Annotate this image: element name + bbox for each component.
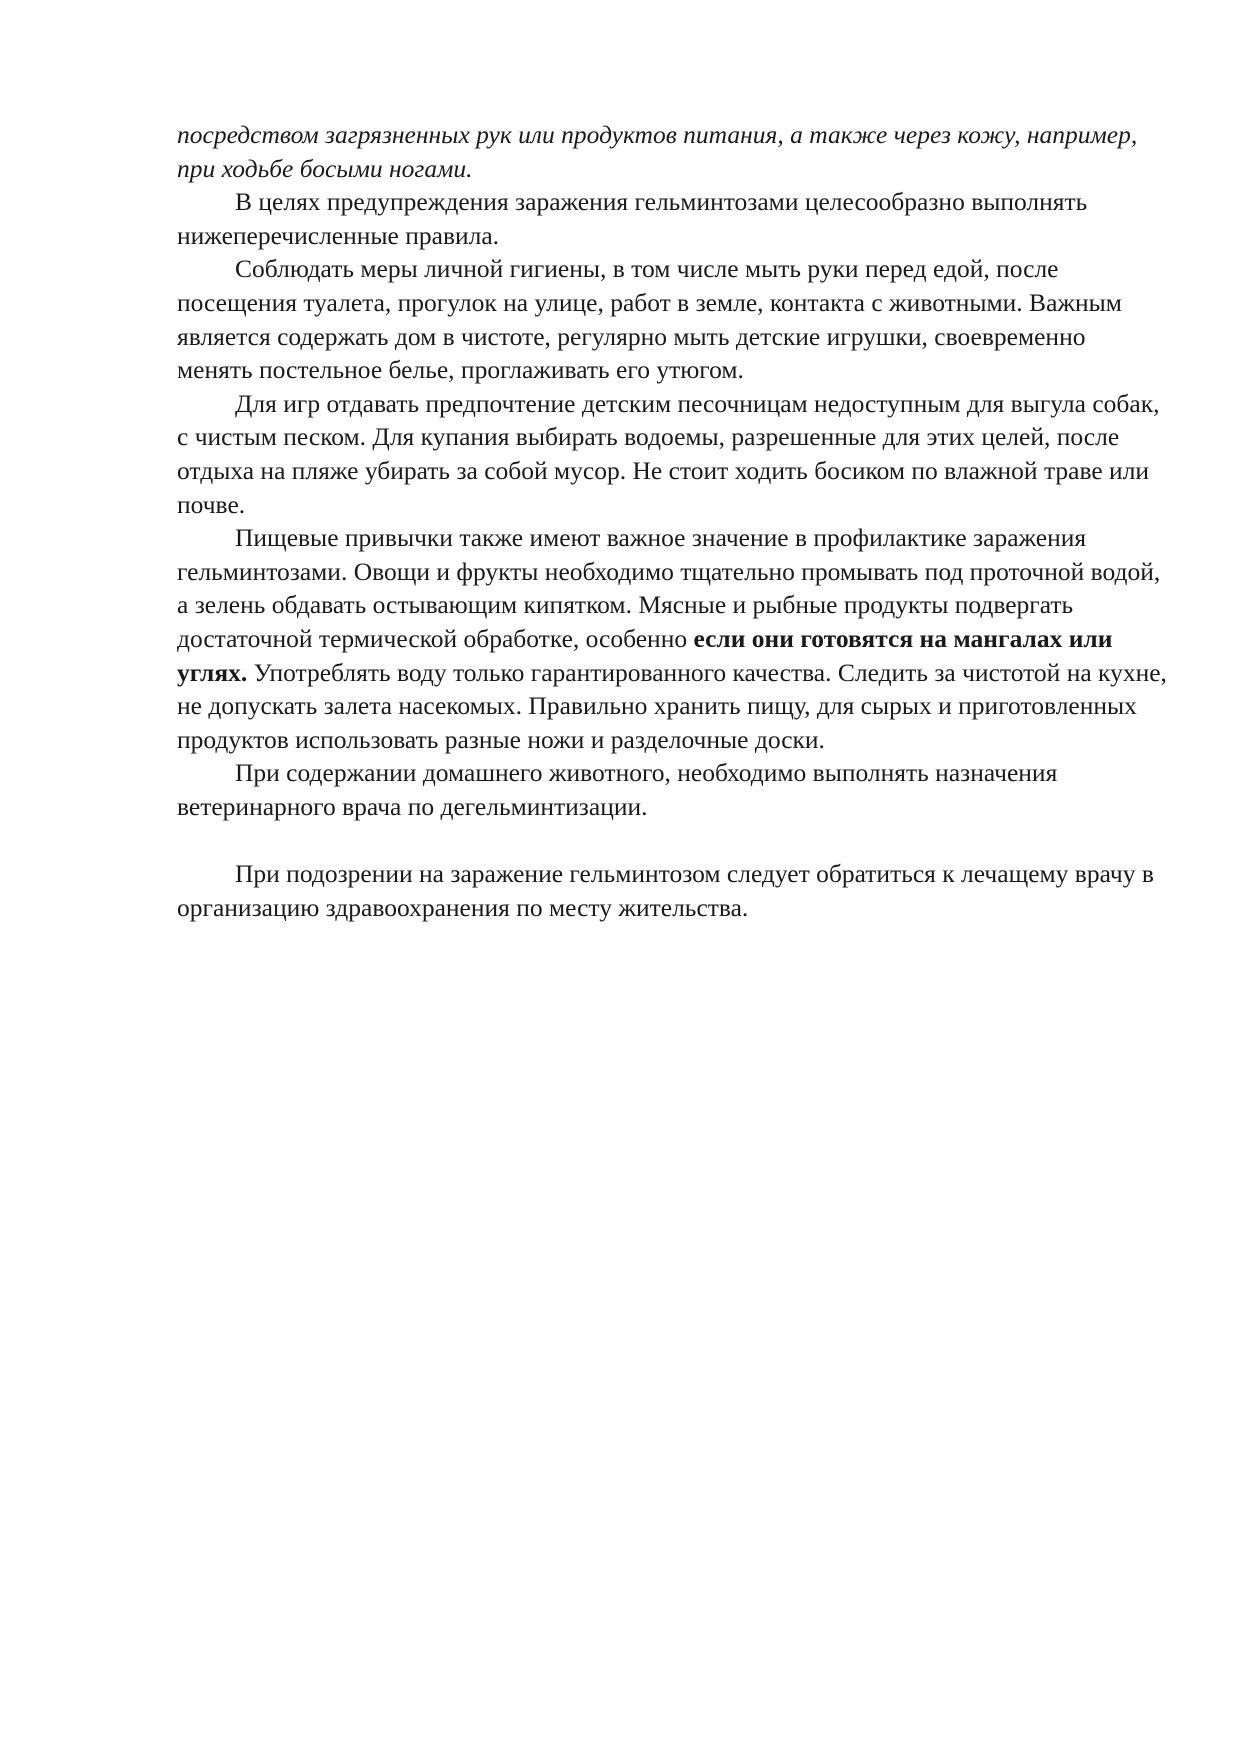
food-habits-text-end: Употреблять воду только гарантированного качества. Следить за чистотой на кухне, не допускать залета насекомых. Правильно хранить пищу, для сырых и приготовленных продуктов использовать разные ножи и разделочные доски. bbox=[177, 657, 1167, 754]
paragraph-prevention-rules: В целях предупреждения заражения гельминтозами целесообразно выполнять нижеперечисленные правила. bbox=[177, 187, 1088, 250]
food-habits-bold-text: если они готовятся на мангалах или углях. bbox=[177, 623, 1113, 687]
intro-italic-text: посредством загрязненных рук или продуктов питания, а также через кожу, например, при ходьбе босыми ногами. bbox=[177, 120, 1138, 183]
paragraph-play-and-bathing: Для игр отдавать предпочтение детским песочницам недоступным для выгула собак, с чистым песком. Для купания выбирать водоемы, разрешенные для этих целей, после отдыха на пляже убирать за собой мусор. Не стоит ходить босиком по влажной траве или почве. bbox=[177, 388, 1160, 519]
document-page bbox=[177, 118, 1167, 924]
paragraph-pets: При содержании домашнего животного, необходимо выполнять назначения ветеринарного врача по дегельминтизации. bbox=[177, 758, 1058, 821]
paragraph-food-habits bbox=[177, 521, 1167, 756]
blank-line bbox=[177, 823, 1167, 857]
paragraph-see-doctor: При подозрении на заражение гельминтозом следует обратиться к лечащему врачу в организацию здравоохранения по месту жительства. bbox=[177, 859, 1154, 922]
food-habits-text-start: Пищевые привычки также имеют важное значение в профилактике заражения гельминтозами. Овощи и фрукты необходимо тщательно промывать под проточной водой, а зелень обдавать остывающим кипятком. Мясные и рыбные продукты подвергать достаточной термической обработке, особенно bbox=[177, 523, 1161, 653]
paragraph-personal-hygiene: Соблюдать меры личной гигиены, в том числе мыть руки перед едой, после посещения туалета, прогулок на улице, работ в земле, контакта с животными. Важным является содержать дом в чистоте, регулярно мыть детские игрушки, своевременно менять постельное белье, проглаживать его утюгом. bbox=[177, 254, 1122, 385]
